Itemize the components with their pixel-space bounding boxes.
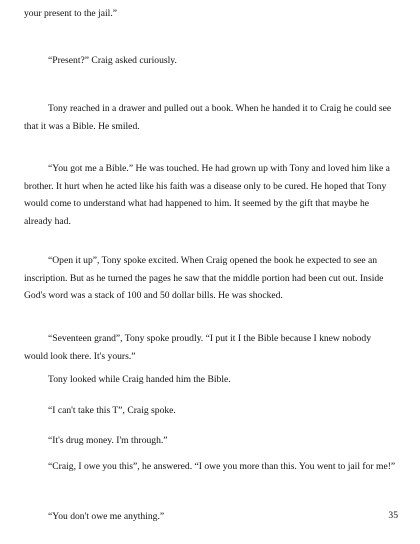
- paragraph: Tony reached in a drawer and pulled out a book. When he handed it to Craig he could see that it was a Bible. He smiled.: [24, 103, 392, 132]
- paragraph: “You got me a Bible.” He was touched. He had grown up with Tony and loved him like a brother. It hurt when he acted like his faith was a disease only to be cured. He hoped that Tony would come to understand what had happened to him. It seemed by the gift that maybe he already had.: [24, 163, 390, 227]
- paragraph: “I can't take this T”, Craig spoke.: [48, 405, 176, 416]
- paragraph: “Seventeen grand”, Tony spoke proudly. “I put it I the Bible because I knew nobody would look there. It's yours.”: [24, 333, 372, 362]
- paragraph: “You don't owe me anything.”: [48, 511, 165, 522]
- page-number: 35: [388, 510, 398, 521]
- paragraph-continuation: your present to the jail.”: [24, 8, 117, 19]
- paragraph: “It's drug money. I'm through.”: [48, 435, 168, 446]
- paragraph: “Present?” Craig asked curiously.: [48, 55, 177, 66]
- paragraph: “Craig, I owe you this”, he answered. “I owe you more than this. You went to jail for me!”: [48, 461, 396, 472]
- paragraph: Tony looked while Craig handed him the Bible.: [48, 374, 231, 385]
- paragraph: “Open it up”, Tony spoke excited. When Craig opened the book he expected to see an inscription. But as he turned the pages he saw that the middle portion had been cut out. Inside God's word was a stack of 100 and 50 dollar bills. He was shocked.: [24, 255, 384, 302]
